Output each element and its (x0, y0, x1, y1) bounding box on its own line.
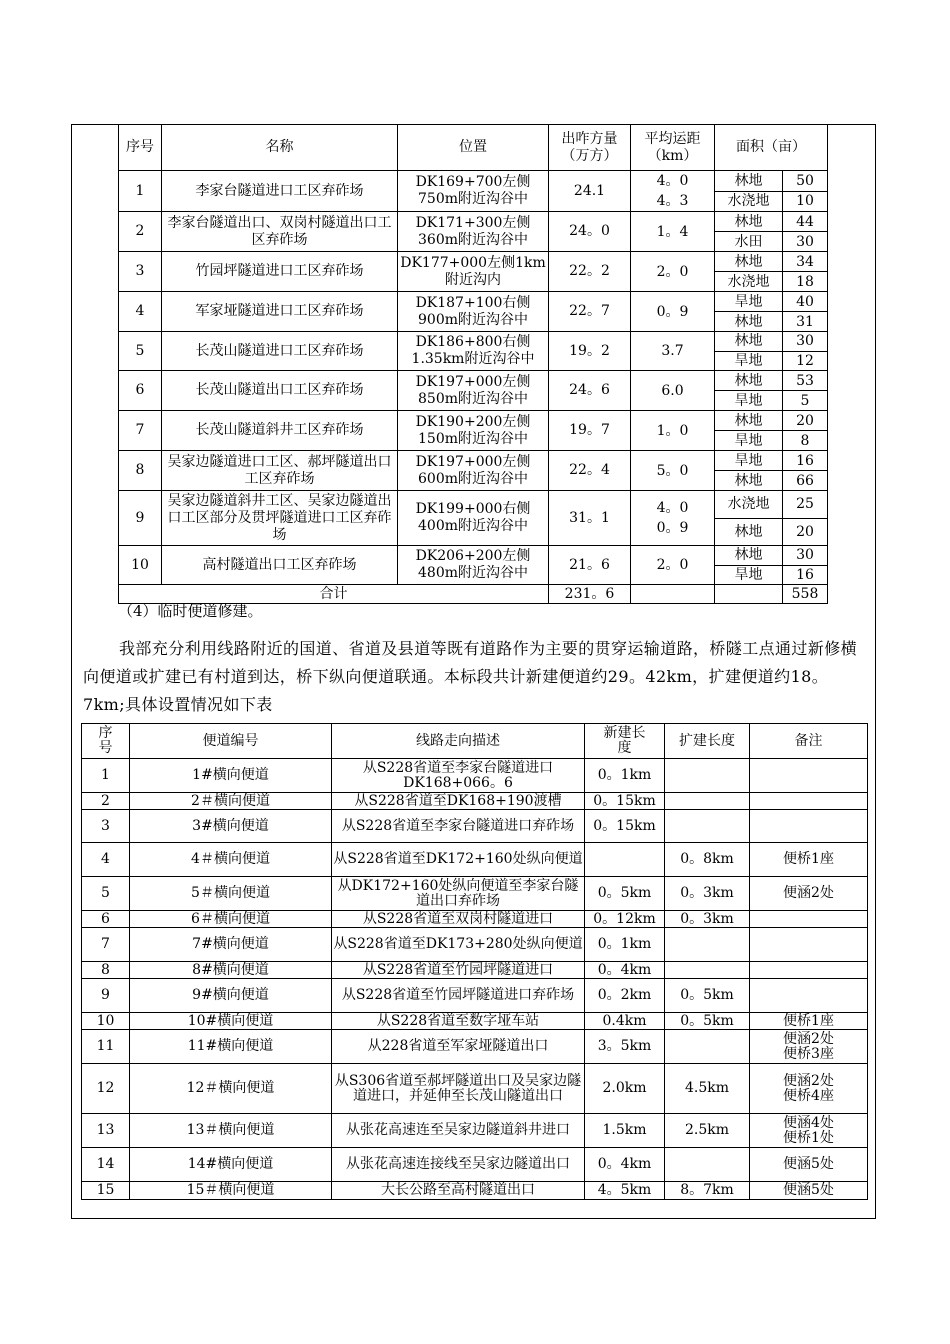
new-length: 0。2km (585, 979, 665, 1013)
new-length: 3。5km (585, 1030, 665, 1064)
site-name: 长茂山隧道进口工区弃砟场 (162, 332, 398, 371)
section-heading: （4）临时便道修建。 (118, 602, 263, 620)
site-name: 李家台隧道进口工区弃砟场 (162, 171, 398, 212)
road-code: 6＃横向便道 (130, 911, 332, 928)
table-row (82, 962, 868, 979)
site-distance: 4。0 4。3 (631, 171, 715, 212)
table-row (82, 793, 868, 810)
land-area: 53 (783, 371, 828, 391)
land-area: 66 (783, 471, 828, 491)
road-description: 从S228省道至DK172+160处纵向便道 (332, 843, 585, 877)
expand-length (665, 793, 750, 810)
road-code: 3#横向便道 (130, 810, 332, 843)
row-number: 9 (119, 491, 162, 546)
new-length: 0。5km (585, 877, 665, 911)
expand-length: 8。7km (665, 1182, 750, 1200)
road-note: 便涵5处 (750, 1182, 868, 1200)
site-location: DK199+000右侧400m附近沟谷中 (398, 491, 549, 546)
new-length: 2.0km (585, 1064, 665, 1114)
header-distance: 平均运距 （km） (631, 125, 715, 171)
land-area: 30 (783, 546, 828, 566)
road-note (750, 962, 868, 979)
road-code: 5＃横向便道 (130, 877, 332, 911)
site-distance: 6.0 (631, 371, 715, 411)
land-type: 旱地 (715, 565, 783, 585)
site-volume: 24。6 (549, 371, 631, 411)
new-length: 0。15km (585, 793, 665, 810)
land-area: 30 (783, 332, 828, 352)
site-location: DK177+000左侧1km附近沟内 (398, 252, 549, 292)
road-description: 从张花高速连至吴家边隧道斜井进口 (332, 1114, 585, 1148)
road-code: 12＃横向便道 (130, 1064, 332, 1114)
site-name: 高村隧道出口工区弃砟场 (162, 546, 398, 585)
header-note: 备注 (750, 724, 868, 759)
table-row (82, 1148, 868, 1182)
land-type: 林地 (715, 171, 783, 192)
site-volume: 21。6 (549, 546, 631, 585)
land-area: 44 (783, 212, 828, 232)
new-length (585, 843, 665, 877)
site-location: DK197+000左侧850m附近沟谷中 (398, 371, 549, 411)
road-note: 便涵2处 便桥4座 (750, 1064, 868, 1114)
expand-length: 2.5km (665, 1114, 750, 1148)
site-name: 长茂山隧道出口工区弃砟场 (162, 371, 398, 411)
road-code: 14#横向便道 (130, 1148, 332, 1182)
table-row (82, 1114, 868, 1148)
new-length: 1.5km (585, 1114, 665, 1148)
expand-length (665, 1030, 750, 1064)
expand-length (665, 928, 750, 962)
road-code: 4＃横向便道 (130, 843, 332, 877)
table-row (82, 1064, 868, 1114)
land-area: 12 (783, 351, 828, 371)
land-area: 10 (783, 191, 828, 212)
land-type: 林地 (715, 471, 783, 491)
road-description: 从228省道至军家垭隧道出口 (332, 1030, 585, 1064)
site-volume: 24.1 (549, 171, 631, 212)
table-row (119, 212, 828, 232)
site-volume: 24。0 (549, 212, 631, 252)
expand-length (665, 962, 750, 979)
table-row (119, 546, 828, 566)
header-new-length: 新建长 度 (585, 724, 665, 759)
table-row (82, 759, 868, 793)
table-row (82, 1030, 868, 1064)
site-location: DK187+100右侧900m附近沟谷中 (398, 292, 549, 332)
total-area: 558 (783, 585, 828, 604)
land-type: 旱地 (715, 391, 783, 411)
row-number: 2 (119, 212, 162, 252)
site-volume: 22。2 (549, 252, 631, 292)
row-number: 7 (82, 928, 130, 962)
road-note (750, 928, 868, 962)
row-number: 11 (82, 1030, 130, 1064)
new-length: 0。12km (585, 911, 665, 928)
site-distance: 1。4 (631, 212, 715, 252)
site-location: DK171+300左侧360m附近沟谷中 (398, 212, 549, 252)
row-number: 6 (119, 371, 162, 411)
table-header-row (119, 125, 828, 171)
header-volume: 出咋方量 （万方） (549, 125, 631, 171)
site-name: 长茂山隧道斜井工区弃砟场 (162, 411, 398, 451)
row-number: 5 (82, 877, 130, 911)
site-volume: 22。7 (549, 292, 631, 332)
row-number: 7 (119, 411, 162, 451)
table-row (82, 1013, 868, 1030)
land-type: 林地 (715, 411, 783, 431)
row-number: 4 (119, 292, 162, 332)
header-expand-length: 扩建长度 (665, 724, 750, 759)
site-distance: 3.7 (631, 332, 715, 371)
table-row (119, 411, 828, 431)
row-number: 10 (119, 546, 162, 585)
road-code: 15＃横向便道 (130, 1182, 332, 1200)
row-number: 12 (82, 1064, 130, 1114)
row-number: 10 (82, 1013, 130, 1030)
expand-length: 0。8km (665, 843, 750, 877)
land-type: 林地 (715, 332, 783, 352)
road-code: 7#横向便道 (130, 928, 332, 962)
road-description: 从S228省道至DK173+280处纵向便道 (332, 928, 585, 962)
road-code: 9#横向便道 (130, 979, 332, 1013)
row-number: 15 (82, 1182, 130, 1200)
road-description: 从S228省道至数字垭车站 (332, 1013, 585, 1030)
table-row (82, 1182, 868, 1200)
land-type: 水浇地 (715, 191, 783, 212)
land-type: 旱地 (715, 451, 783, 471)
expand-length (665, 759, 750, 793)
road-code: 8#横向便道 (130, 962, 332, 979)
body-paragraph: 我部充分利用线路附近的国道、省道及县道等既有道路作为主要的贯穿运输道路，桥隧工点通过新修横向便道或扩建已有村道到达，桥下纵向便道联通。本标段共计新建便道约29。42km，扩建便道约18。7km;具体设置情况如下表 (83, 639, 858, 714)
land-area: 30 (783, 232, 828, 252)
site-name: 吴家边隧道斜井工区、吴家边隧道出口工区部分及贯坪隧道进口工区弃砟场 (162, 491, 398, 546)
new-length: 0。15km (585, 810, 665, 843)
header-description: 线路走向描述 (332, 724, 585, 759)
road-note: 便桥1座 (750, 843, 868, 877)
site-location: DK169+700左侧750m附近沟谷中 (398, 171, 549, 212)
road-code: 1#横向便道 (130, 759, 332, 793)
header-area: 面积（亩） (715, 125, 828, 171)
land-area: 20 (783, 411, 828, 431)
road-description: 从S228省道至竹园坪隧道进口弃砟场 (332, 979, 585, 1013)
road-description: 从S228省道至李家台隧道进口弃砟场 (332, 810, 585, 843)
table-row (119, 491, 828, 519)
road-note (750, 810, 868, 843)
row-number: 3 (82, 810, 130, 843)
road-code: 13＃横向便道 (130, 1114, 332, 1148)
table-row (119, 451, 828, 471)
site-distance: 2。0 (631, 546, 715, 585)
table-row (82, 928, 868, 962)
land-type: 林地 (715, 371, 783, 391)
road-note (750, 979, 868, 1013)
site-location: DK186+800右侧1.35km附近沟谷中 (398, 332, 549, 371)
expand-length (665, 810, 750, 843)
road-description: 从张花高速连接线至吴家边隧道出口 (332, 1148, 585, 1182)
land-area: 18 (783, 272, 828, 292)
road-description: 大长公路至高村隧道出口 (332, 1182, 585, 1200)
road-note: 便涵4处 便桥1处 (750, 1114, 868, 1148)
row-number: 4 (82, 843, 130, 877)
table-row (119, 371, 828, 391)
row-number: 6 (82, 911, 130, 928)
expand-length: 0。3km (665, 911, 750, 928)
land-area: 16 (783, 565, 828, 585)
site-distance: 4。0 0。9 (631, 491, 715, 546)
table-row (119, 292, 828, 312)
expand-length: 0。3km (665, 877, 750, 911)
expand-length: 0。5km (665, 1013, 750, 1030)
site-name: 竹园坪隧道进口工区弃砟场 (162, 252, 398, 292)
site-name: 吴家边隧道进口工区、郝坪隧道出口工区弃砟场 (162, 451, 398, 491)
table-row (119, 332, 828, 352)
new-length: 0。1km (585, 759, 665, 793)
road-description: 从S228省道至李家台隧道进口DK168+066。6 (332, 759, 585, 793)
site-volume: 19。2 (549, 332, 631, 371)
road-note: 便涵5处 (750, 1148, 868, 1182)
table-row (82, 911, 868, 928)
land-type: 水浇地 (715, 272, 783, 292)
site-distance: 0。9 (631, 292, 715, 332)
land-type: 旱地 (715, 351, 783, 371)
new-length: 0。4km (585, 1148, 665, 1182)
road-note (750, 793, 868, 810)
land-type: 林地 (715, 312, 783, 332)
road-code: 10#横向便道 (130, 1013, 332, 1030)
site-location: DK197+000左侧600m附近沟谷中 (398, 451, 549, 491)
new-length: 0.4km (585, 1013, 665, 1030)
new-length: 4。5km (585, 1182, 665, 1200)
road-note (750, 759, 868, 793)
land-area: 50 (783, 171, 828, 192)
site-volume: 19。7 (549, 411, 631, 451)
row-number: 8 (82, 962, 130, 979)
total-label: 合计 (119, 585, 549, 604)
row-number: 14 (82, 1148, 130, 1182)
row-number: 2 (82, 793, 130, 810)
site-volume: 31。1 (549, 491, 631, 546)
land-type: 林地 (715, 212, 783, 232)
access-road-table (81, 723, 868, 1200)
road-description: 从S228省道至双岗村隧道进口 (332, 911, 585, 928)
road-description: 从S228省道至竹园坪隧道进口 (332, 962, 585, 979)
road-note: 便涵2处 便桥3座 (750, 1030, 868, 1064)
header-code: 便道编号 (130, 724, 332, 759)
land-type: 旱地 (715, 292, 783, 312)
table-row (82, 979, 868, 1013)
header-no: 序号 (119, 125, 162, 171)
road-note: 便桥1座 (750, 1013, 868, 1030)
site-location: DK206+200左侧480m附近沟谷中 (398, 546, 549, 585)
site-distance: 1。0 (631, 411, 715, 451)
road-description: 从S228省道至DK168+190渡槽 (332, 793, 585, 810)
site-volume: 22。4 (549, 451, 631, 491)
row-number: 1 (119, 171, 162, 212)
spoil-site-table (118, 124, 828, 604)
land-area: 25 (783, 491, 828, 519)
table-header-row (82, 724, 868, 759)
expand-length: 4.5km (665, 1064, 750, 1114)
site-location: DK190+200左侧150m附近沟谷中 (398, 411, 549, 451)
expand-length (665, 1148, 750, 1182)
land-area: 40 (783, 292, 828, 312)
land-area: 31 (783, 312, 828, 332)
road-code: 2＃横向便道 (130, 793, 332, 810)
road-description: 从DK172+160处纵向便道至李家台隧道出口弃砟场 (332, 877, 585, 911)
row-number: 5 (119, 332, 162, 371)
row-number: 9 (82, 979, 130, 1013)
table-row (82, 843, 868, 877)
road-note: 便涵2处 (750, 877, 868, 911)
land-area: 5 (783, 391, 828, 411)
table-row (119, 252, 828, 272)
total-volume: 231。6 (549, 585, 631, 604)
site-distance: 5。0 (631, 451, 715, 491)
header-no: 序 号 (82, 724, 130, 759)
land-type: 林地 (715, 546, 783, 566)
land-type: 水田 (715, 232, 783, 252)
road-description: 从S306省道至郝坪隧道出口及吴家边隧道进口，并延伸至长茂山隧道出口 (332, 1064, 585, 1114)
table-row (82, 877, 868, 911)
site-distance: 2。0 (631, 252, 715, 292)
row-number: 3 (119, 252, 162, 292)
site-name: 军家垭隧道进口工区弃砟场 (162, 292, 398, 332)
land-area: 8 (783, 431, 828, 451)
row-number: 8 (119, 451, 162, 491)
row-number: 13 (82, 1114, 130, 1148)
land-type: 林地 (715, 518, 783, 546)
land-type: 林地 (715, 252, 783, 272)
land-area: 34 (783, 252, 828, 272)
row-number: 1 (82, 759, 130, 793)
new-length: 0。1km (585, 928, 665, 962)
expand-length: 0。5km (665, 979, 750, 1013)
land-type: 旱地 (715, 431, 783, 451)
road-note (750, 911, 868, 928)
table-row (119, 171, 828, 192)
table-row (82, 810, 868, 843)
road-code: 11#横向便道 (130, 1030, 332, 1064)
land-area: 20 (783, 518, 828, 546)
site-name: 李家台隧道出口、双岗村隧道出口工区弃砟场 (162, 212, 398, 252)
header-location: 位置 (398, 125, 549, 171)
land-type: 水浇地 (715, 491, 783, 519)
land-area: 16 (783, 451, 828, 471)
new-length: 0。4km (585, 962, 665, 979)
header-name: 名称 (162, 125, 398, 171)
